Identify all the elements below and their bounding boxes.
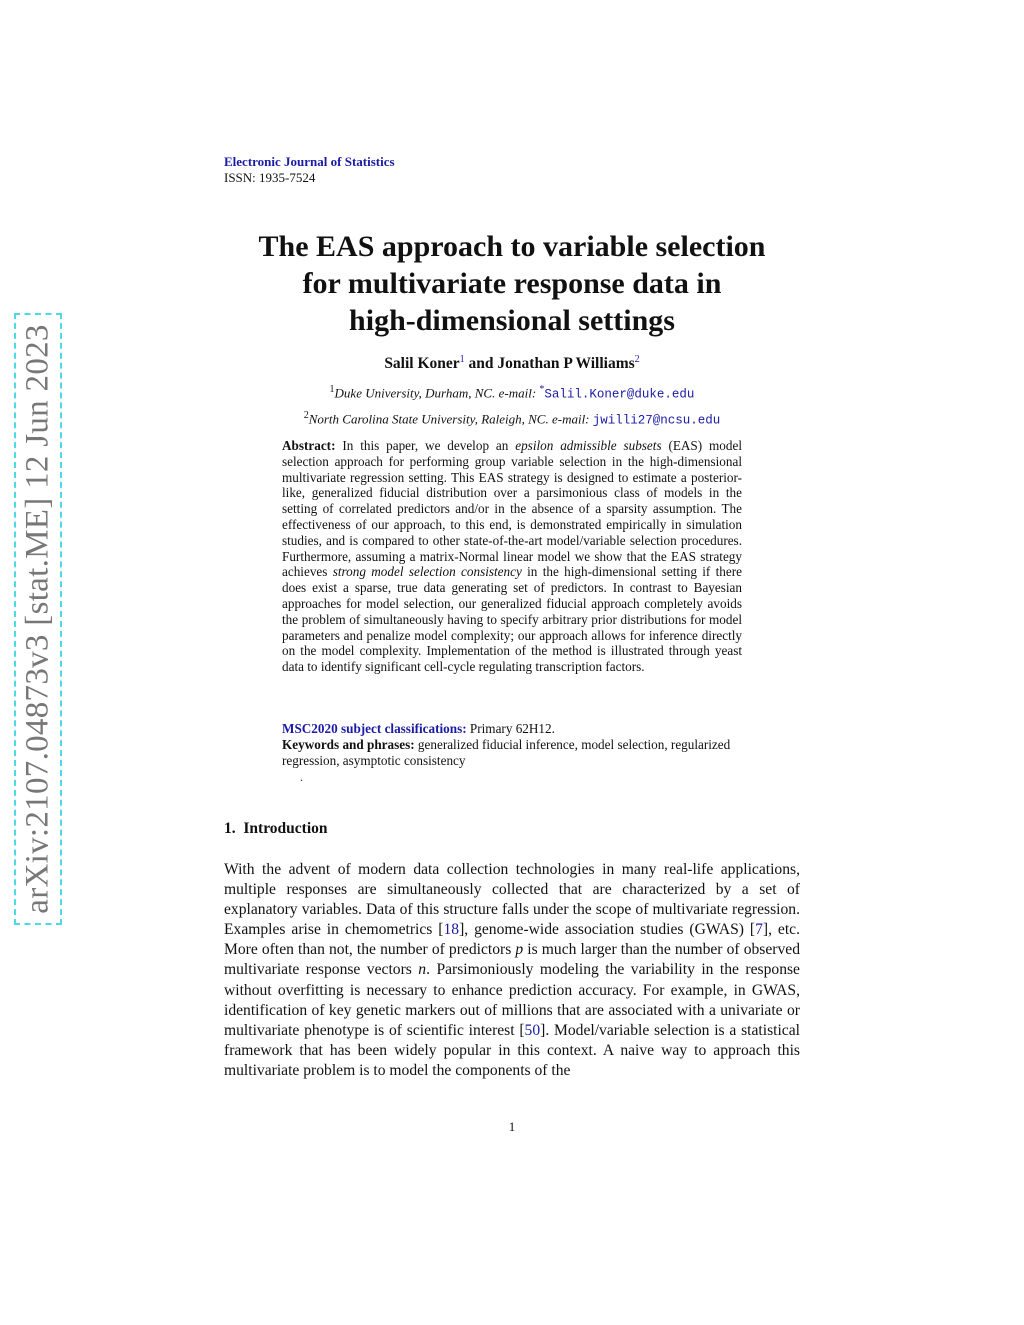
affiliation-ref[interactable]: 1 [459,354,465,365]
email-link[interactable]: jwilli27@ncsu.edu [592,413,721,428]
email-link[interactable]: Salil.Koner@duke.edu [544,387,695,402]
title-line: The EAS approach to variable selection [258,230,766,263]
body-text: ]. Model/variable selection is a statistical framework that has been widely popular in this context. A naive way to approach this multivariate problem is to model the components of the [224,1021,800,1079]
journal-name-link[interactable]: Electronic Journal of Statistics [224,154,395,169]
arxiv-stamp [14,313,62,925]
msc-classification [282,721,742,737]
intro-paragraph [224,860,800,1081]
math-symbol: n [418,961,427,979]
paper-title [200,228,824,339]
issn: ISSN: 1935-7524 [224,170,316,185]
body-text: ], etc. More often than not, the number of predictors [224,921,800,959]
body-text: . Parsimoniously modeling the variability in the response without overfitting is necessary to enhance prediction accuracy. For example, in GWAS, identification of key genetic markers out of millions that are associated with a univariate or multivariate phenotype is of scientific interest [ [224,961,800,1039]
author-name: Salil Koner [384,355,460,373]
abstract-text: in the high-dimensional setting if there does exist a sparse, true data generating set of predictors. In contrast to Bayesian approaches for model selection, our generalized fiducial approach completely avoids the problem of simultaneously having to specify arbitrary prior distributions for model parameters and penalize model complexity; our approach allows for inference directly on the model complexity. Implementation of the method is illustrated through yeast data to identify significant cell-cycle regulating transcription factors. [282,564,742,675]
keywords [282,737,742,769]
separator-dot: . [300,770,303,784]
author-list [200,354,824,373]
affiliation [200,410,824,427]
keywords-block [282,721,742,768]
keywords-value: generalized fiducial inference, model selection, regularized regression, asymptotic consistency [282,736,731,768]
abstract-emphasis: strong model selection consistency [332,564,522,580]
affiliation-number: 1 [329,384,335,395]
citation-link[interactable]: 18 [443,921,460,939]
section-heading [224,820,328,838]
affiliation-number: 2 [303,410,309,421]
affiliation-text: Duke University, Durham, NC. e-mail: [334,385,540,401]
affiliation [200,384,824,401]
author-name: Jonathan P Williams [497,355,635,373]
msc-label-link[interactable]: MSC2020 subject classifications: [282,721,467,736]
math-symbol: p [515,941,524,959]
arxiv-id: arXiv:2107.04873v3 [stat.ME] 12 Jun 2023 [19,324,56,914]
section-title: Introduction [243,820,328,837]
title-line: for multivariate response data in [302,267,722,300]
citation-link[interactable]: 7 [755,921,763,939]
author-conjunction: and [468,355,494,373]
abstract-label: Abstract: [282,438,336,453]
keywords-label: Keywords and phrases: [282,736,415,752]
page-number: 1 [508,1119,516,1134]
body-text: ], genome-wide association studies (GWAS) [ [459,921,756,939]
abstract [282,438,742,675]
abstract-text: In this paper, we develop an [335,438,516,453]
body-text: With the advent of modern data collection technologies in many real-life applications, multiple responses are simultaneously collected that are characterized by a set of explanatory variables. Data of this structure falls under the scope of multivariate regression. Examples arise in chemometrics [ [224,861,800,939]
affiliation-ref[interactable]: 2 [634,354,640,365]
msc-value: Primary 62H12. [466,721,555,736]
journal-header [224,154,395,186]
citation-link[interactable]: 50 [524,1021,541,1039]
section-number: 1. [224,820,236,837]
abstract-emphasis: epsilon admissible subsets [515,438,662,453]
corresponding-mark[interactable]: * [539,384,545,395]
abstract-text: (EAS) model selection approach for performing group variable selection in the high-dimensional multivariate regression setting. This EAS strategy is designed to estimate a posterior-like, generalized fiducial distribution over a parsimonious class of models in the setting of correlated predictors and/or in the absence of a sparsity assumption. The effectiveness of our approach, to this end, is demonstrated empirically in simulation studies, and is compared to other state-of-the-art model/variable selection procedures. Furthermore, assuming a matrix-Normal linear model we show that the EAS strategy achieves [282,438,742,580]
affiliation-text: North Carolina State University, Raleigh, NC. e-mail: [308,411,593,427]
title-line: high-dimensional settings [349,304,675,337]
body-text: is much larger than the number of observed multivariate response vectors [224,941,800,979]
